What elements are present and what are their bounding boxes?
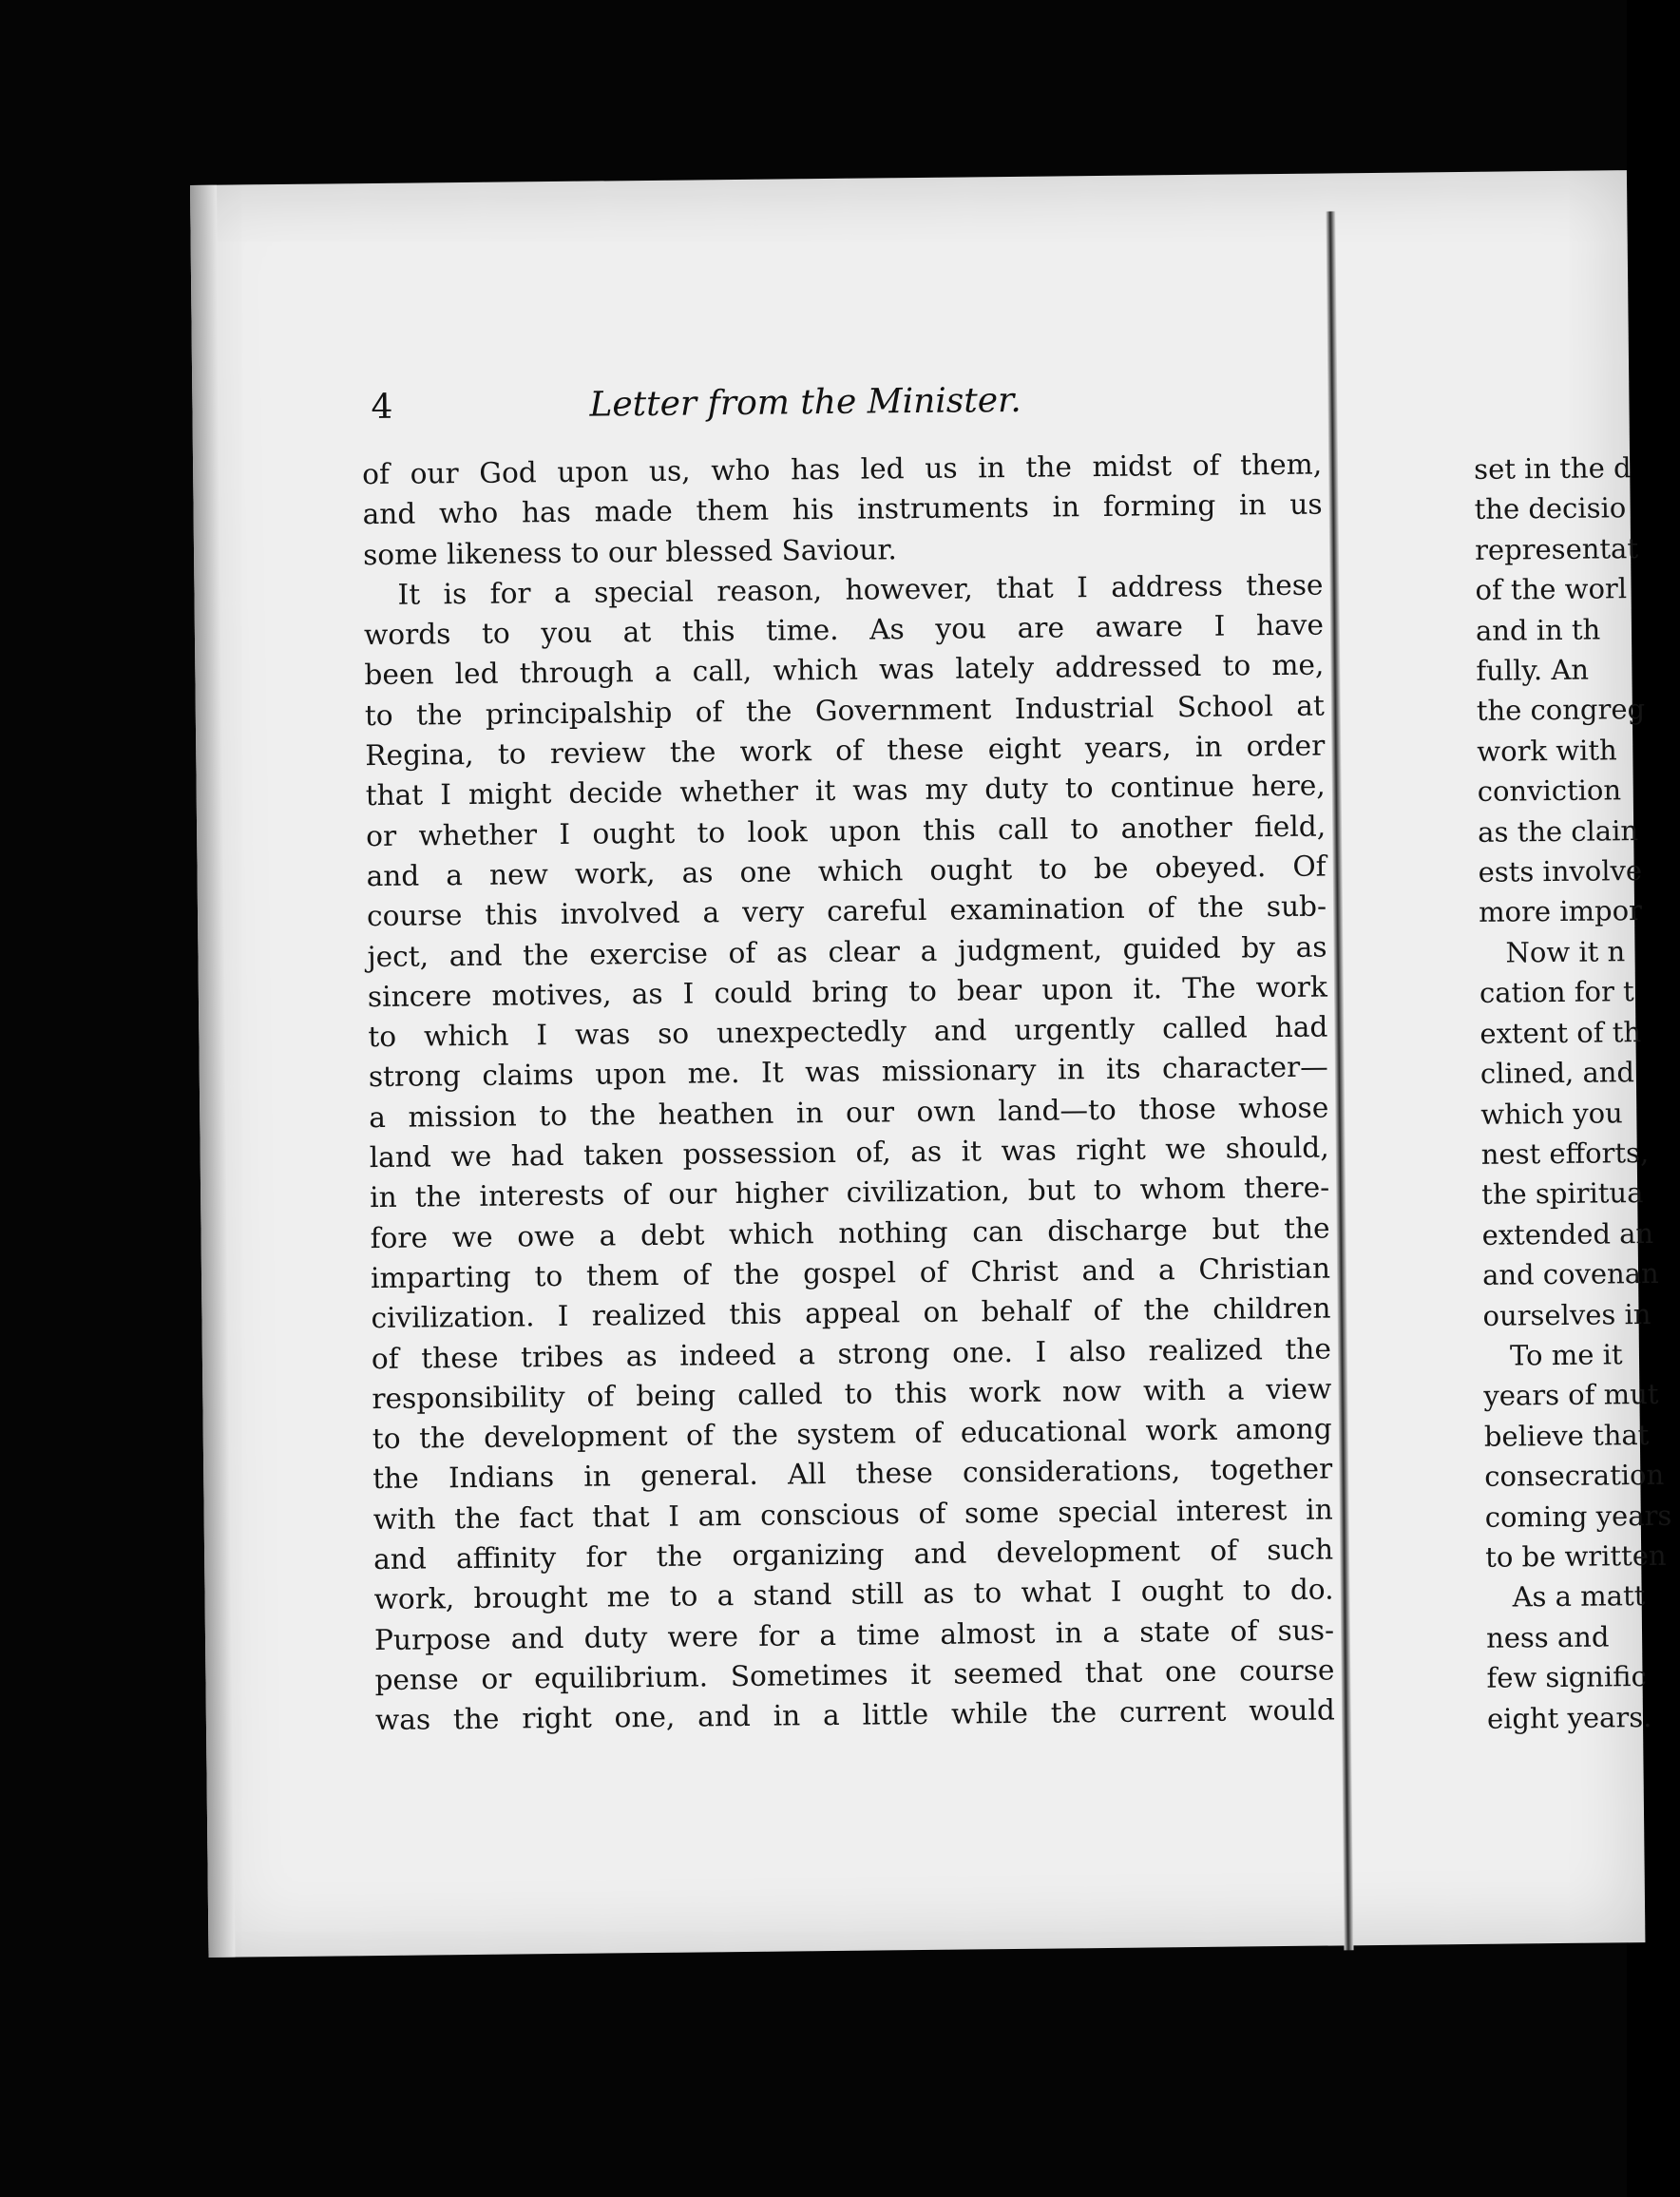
text-line: set in the d — [1474, 451, 1632, 486]
text-line: cation for t — [1479, 975, 1634, 1010]
text-line: nest efforts, — [1480, 1136, 1650, 1171]
text-line: representat — [1474, 531, 1639, 566]
text-line: to be written — [1485, 1538, 1667, 1574]
text-line: work, brought me to a stand still as to what I ought to do. — [373, 1573, 1334, 1616]
text-line: more impor — [1478, 894, 1643, 929]
text-line: as the clain — [1478, 813, 1639, 849]
text-line: Regina, to review the work of these eight years, in order — [365, 729, 1326, 773]
text-line: and a new work, as one which ought to be obeyed. Of — [366, 850, 1327, 893]
running-title: Letter from the Minister. — [589, 380, 1021, 425]
text-line: and affinity for the organizing and development of such — [372, 1533, 1334, 1576]
text-line: the spiritua — [1481, 1176, 1644, 1212]
text-line: or whether I ought to look upon this call to another field, — [366, 810, 1327, 852]
text-line: It is for a special reason, however, that I address these — [397, 568, 1324, 611]
text-line: pense or equilibrium. Sometimes it seemed that one course — [374, 1653, 1335, 1696]
text-line: few signific — [1486, 1660, 1647, 1694]
text-line: Now it n — [1505, 935, 1626, 969]
text-line: ests involve — [1478, 854, 1643, 888]
page-number: 4 — [371, 387, 393, 428]
text-line: of the worl — [1475, 572, 1628, 607]
text-line: with the fact that I am conscious of some special interest in — [372, 1493, 1333, 1536]
text-line: As a matt — [1512, 1579, 1646, 1614]
page-header — [371, 377, 1350, 445]
text-line: extent of th — [1480, 1015, 1642, 1050]
text-line: coming years — [1484, 1499, 1672, 1534]
text-line: imparting to them of the gospel of Christ and a Christian — [370, 1251, 1331, 1295]
text-line: fully. An — [1476, 653, 1590, 687]
text-line: to which I was so unexpectedly and urgently called had — [368, 1010, 1328, 1054]
text-line: ness and — [1485, 1620, 1610, 1654]
right-page-text — [1474, 448, 1678, 1799]
text-line: of our God upon us, who has led us in the midst of them, — [362, 448, 1323, 491]
text-line: work with — [1477, 734, 1617, 768]
left-page-text — [362, 445, 1336, 1804]
text-line: sincere motives, as I could bring to bear upon it. The work — [367, 970, 1328, 1013]
text-line: and who has made them his instruments in forming in us — [362, 487, 1323, 531]
text-line: course this involved a very careful examination of the sub- — [366, 889, 1327, 933]
text-line: the decisio — [1474, 491, 1627, 526]
text-line: eight years. — [1486, 1700, 1652, 1735]
text-line: some likeness to our blessed Saviour. — [362, 532, 897, 571]
text-line: and covenan — [1481, 1257, 1659, 1291]
text-line: clined, and — [1480, 1056, 1635, 1090]
text-line: civilization. I realized this appeal on behalf of the children — [371, 1291, 1331, 1335]
text-line: to the development of the system of educational work among — [372, 1412, 1332, 1456]
text-line: the congreg — [1476, 693, 1646, 728]
text-line: and in th — [1475, 613, 1601, 647]
text-line: to the principalship of the Government Industrial School at — [364, 689, 1325, 732]
text-line: was the right one, and in a little while the current would — [374, 1693, 1336, 1737]
text-line: strong claims upon me. It was missionary in its character— — [368, 1050, 1328, 1094]
text-line: Purpose and duty were for a time almost in a state of sus- — [373, 1614, 1335, 1656]
text-line: responsibility of being called to this work now with a view — [372, 1372, 1332, 1415]
page-edge — [190, 185, 236, 1958]
text-line: consecration — [1484, 1458, 1665, 1493]
text-line: been led through a call, which was lately addressed to me, — [364, 649, 1325, 692]
text-line: believe that — [1483, 1418, 1650, 1453]
paper-sheet — [190, 170, 1672, 1958]
text-line: conviction — [1477, 774, 1622, 809]
text-line: that I might decide whether it was my duty to continue here, — [365, 769, 1326, 812]
text-line: which you — [1480, 1096, 1623, 1131]
text-line: of these tribes as indeed a strong one. I also realized the — [371, 1332, 1332, 1375]
text-line: ourselves in — [1482, 1297, 1651, 1332]
text-line: the Indians in general. All these considerations, together — [372, 1452, 1333, 1496]
text-line: in the interests of our higher civilization, but to whom there- — [369, 1171, 1330, 1214]
text-line: extended an — [1481, 1216, 1654, 1251]
text-line: land we had taken possession of, as it was right we should, — [369, 1131, 1329, 1175]
text-line: years of mut — [1483, 1378, 1659, 1413]
text-line: To me it — [1509, 1338, 1623, 1372]
text-line: words to you at this time. As you are aware I have — [363, 608, 1325, 652]
text-line: ject, and the exercise of as clear a judgment, guided by as — [367, 930, 1327, 973]
text-line: fore we owe a debt which nothing can discharge but the — [370, 1212, 1330, 1254]
text-line: a mission to the heathen in our own land—to those whose — [369, 1091, 1329, 1134]
